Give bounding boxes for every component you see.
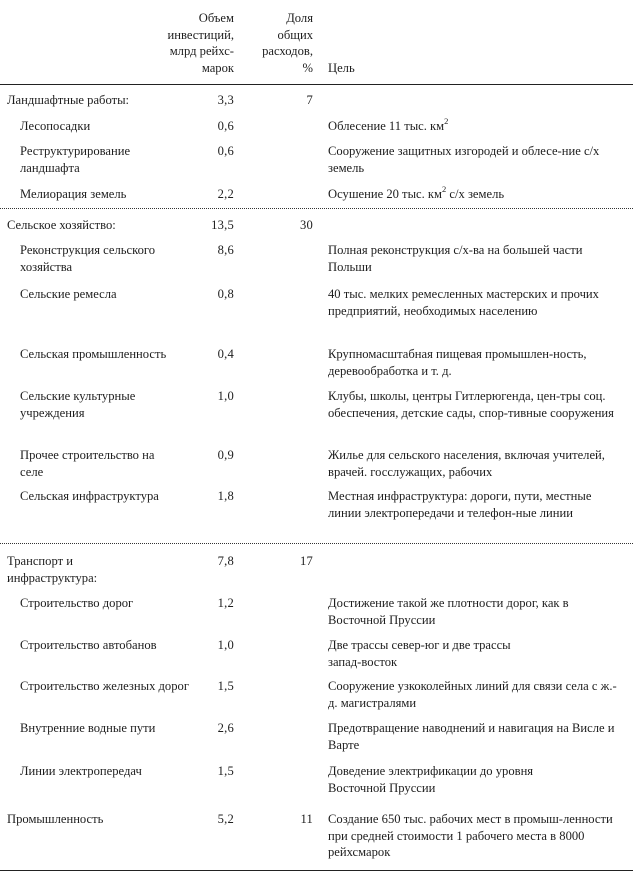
item-name: Сельская промышленность — [20, 347, 167, 361]
item-name: Линии электропередач — [20, 764, 142, 778]
item-name: Сельские ремесла — [20, 287, 117, 301]
investment-header: Объем инвестиций, млрд рейхс- марок — [167, 11, 234, 75]
item-investment: 0,4 — [217, 347, 234, 361]
item-name: Внутренние водные пути — [20, 721, 156, 735]
goal-header: Цель — [328, 61, 355, 75]
item-goal: 40 тыс. мелких ремесленных мастерских и прочих предприятий, необходимых населению — [328, 287, 599, 318]
section-name: Промышленность — [7, 812, 104, 826]
item-name: Реконструкция сельского хозяйства — [20, 243, 156, 274]
item-investment: 1,5 — [217, 679, 234, 693]
item-goal: Облесение 11 тыс. $км^2$ — [328, 115, 449, 133]
share-header: Доля общих расходов, % — [262, 11, 313, 75]
item-name: Строительство автобанов — [20, 638, 157, 652]
item-name: Сельская инфраструктура — [20, 489, 159, 503]
item-name: Прочее строительство на селе — [20, 448, 155, 479]
section-investment: 7,8 — [217, 554, 234, 568]
item-investment: 1,0 — [217, 638, 234, 652]
item-investment: 0,6 — [217, 119, 234, 133]
item-name: Реструктурирование ландшафта — [20, 144, 131, 175]
table-header — [0, 10, 633, 80]
bottom-rule — [0, 870, 633, 871]
item-name: Сельские культурные учреждения — [20, 389, 136, 420]
header-rule — [0, 84, 633, 85]
item-investment: 0,8 — [217, 287, 234, 301]
item-goal: Крупномасштабная пищевая промышлен-ность, деревообработка и т. д. — [328, 347, 587, 378]
item-goal: Полная реконструкция с/х-ва на большей части Польши — [328, 243, 583, 274]
item-goal: Достижение такой же плотности дорог, как в Восточной Пруссии — [328, 596, 569, 627]
item-goal: Клубы, школы, центры Гитлерюгенда, цен-тры соц. обеспечения, детские сады, спор-тивные сооружения — [328, 389, 614, 420]
item-investment: 8,6 — [217, 243, 234, 257]
section-name: Сельское хозяйство: — [7, 218, 116, 232]
section-share: 17 — [300, 554, 313, 568]
section-investment: 3,3 — [217, 93, 234, 107]
section-investment: 13,5 — [211, 218, 234, 232]
item-investment: 0,9 — [217, 448, 234, 462]
section-goal: Создание 650 тыс. рабочих мест в промыш-ленности при средней стоимости 1 рабочего места в 8000 рейхсмарок — [328, 812, 613, 860]
item-investment: 2,2 — [217, 187, 234, 201]
section-investment: 5,2 — [217, 812, 234, 826]
item-goal: Осушение 20 тыс. $км^2$ с/х земель — [328, 183, 505, 201]
item-investment: 0,6 — [217, 144, 234, 158]
section-share: 11 — [300, 812, 313, 826]
item-goal: Предотвращение наводнений и навигация на Висле и Варте — [328, 721, 615, 752]
item-investment: 2,6 — [217, 721, 234, 735]
item-investment: 1,0 — [217, 389, 234, 403]
item-goal: Доведение электрификации до уровня Восточной Пруссии — [328, 764, 534, 795]
item-goal: Сооружение защитных изгородей и облесе-ние с/х земель — [328, 144, 600, 175]
item-goal: Местная инфраструктура: дороги, пути, местные линии электропередачи и телефон-ные линии — [328, 489, 592, 520]
item-name: Мелиорация земель — [20, 187, 127, 201]
item-investment: 1,8 — [217, 489, 234, 503]
section-share: 30 — [300, 218, 313, 232]
item-name: Строительство железных дорог — [20, 679, 189, 693]
section-divider — [0, 208, 633, 209]
item-goal: Сооружение узкоколейных линий для связи села с ж.-д. магистралями — [328, 679, 617, 710]
item-name: Лесопосадки — [20, 119, 91, 133]
item-investment: 1,2 — [217, 596, 234, 610]
item-goal: Жилье для сельского населения, включая учителей, врачей. госслужащих, рабочих — [328, 448, 605, 479]
item-goal: Две трассы север-юг и две трассы запад-восток — [328, 638, 511, 669]
section-name: Транспорт и инфраструктура: — [7, 554, 98, 585]
item-investment: 1,5 — [217, 764, 234, 778]
section-name: Ландшафтные работы: — [7, 93, 130, 107]
section-share: 7 — [306, 93, 313, 107]
item-name: Строительство дорог — [20, 596, 134, 610]
section-divider — [0, 543, 633, 544]
